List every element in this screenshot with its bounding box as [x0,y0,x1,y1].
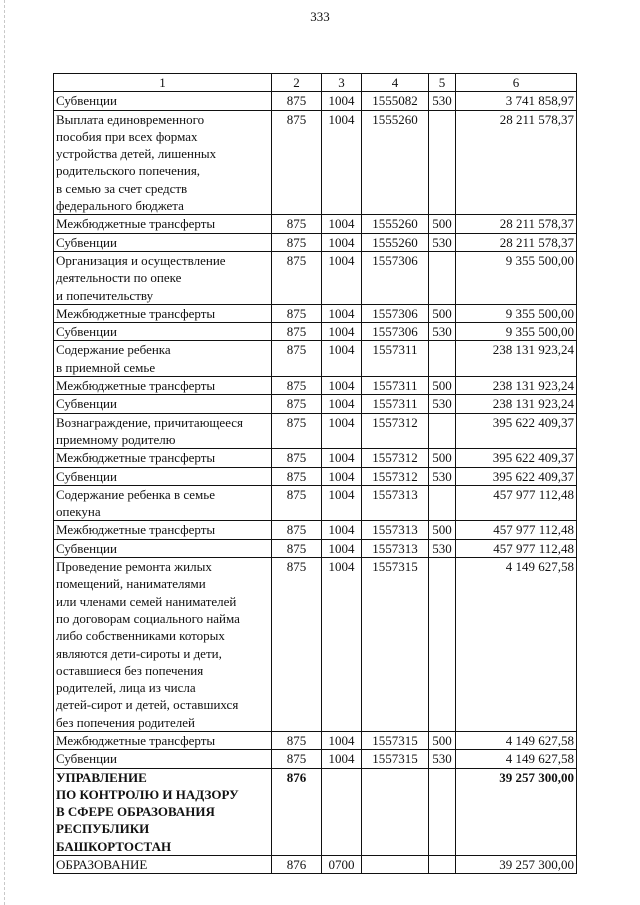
item-name-cell: Межбюджетные трансферты [54,449,272,467]
ministry-code-cell: 875 [272,110,322,215]
target-article-cell: 1557312 [362,449,429,467]
table-row [54,449,577,467]
item-name-cell: Субвенции [54,750,272,768]
expense-type-cell: 500 [429,521,456,539]
expense-type-cell: 500 [429,304,456,322]
section-code-cell: 1004 [322,558,362,732]
table-row [54,731,577,749]
ministry-code-cell: 875 [272,558,322,732]
expense-type-cell: 530 [429,233,456,251]
target-article-cell: 1557313 [362,485,429,521]
amount-cell: 457 977 112,48 [456,539,577,557]
table-row [54,92,577,110]
expense-type-cell [429,341,456,377]
expense-type-cell: 530 [429,467,456,485]
column-header: 5 [429,74,456,92]
target-article-cell: 1555260 [362,233,429,251]
ministry-code-cell: 875 [272,377,322,395]
column-header: 1 [54,74,272,92]
amount-cell: 3 741 858,97 [456,92,577,110]
item-name-cell: Межбюджетные трансферты [54,377,272,395]
target-article-cell [362,768,429,855]
amount-cell: 395 622 409,37 [456,449,577,467]
amount-cell: 457 977 112,48 [456,521,577,539]
item-name-cell: УПРАВЛЕНИЕ ПО КОНТРОЛЮ И НАДЗОРУ В СФЕРЕ ОБРАЗОВАНИЯ РЕСПУБЛИКИ БАШКОРТОСТАН [54,768,272,855]
column-header: 2 [272,74,322,92]
target-article-cell: 1557306 [362,323,429,341]
section-code-cell: 1004 [322,341,362,377]
item-name-cell: Субвенции [54,233,272,251]
target-article-cell: 1557311 [362,377,429,395]
ministry-code-cell: 875 [272,233,322,251]
section-code-cell [322,768,362,855]
table-row [54,521,577,539]
target-article-cell: 1555260 [362,110,429,215]
ministry-code-cell: 875 [272,521,322,539]
target-article-cell: 1557306 [362,251,429,304]
ministry-code-cell: 875 [272,323,322,341]
target-article-cell: 1557313 [362,521,429,539]
amount-cell: 4 149 627,58 [456,731,577,749]
section-code-cell: 1004 [322,110,362,215]
section-code-cell: 1004 [322,485,362,521]
table-row [54,467,577,485]
section-code-cell: 1004 [322,304,362,322]
page-number: 333 [310,9,330,24]
scan-edge [4,0,5,905]
ministry-code-cell: 875 [272,467,322,485]
target-article-cell: 1555082 [362,92,429,110]
ministry-code-cell: 875 [272,341,322,377]
column-header: 3 [322,74,362,92]
target-article-cell [362,856,429,874]
table-row [54,856,577,874]
table-row [54,395,577,413]
target-article-cell: 1557312 [362,467,429,485]
expense-type-cell: 500 [429,215,456,233]
section-code-cell: 1004 [322,467,362,485]
target-article-cell: 1557315 [362,731,429,749]
item-name-cell: ОБРАЗОВАНИЕ [54,856,272,874]
item-name-cell: Содержание ребенка в приемной семье [54,341,272,377]
section-code-cell: 1004 [322,323,362,341]
amount-cell: 9 355 500,00 [456,323,577,341]
expense-type-cell [429,413,456,449]
table-row [54,251,577,304]
expense-type-cell [429,251,456,304]
amount-cell: 238 131 923,24 [456,341,577,377]
table-row [54,215,577,233]
table-row [54,341,577,377]
item-name-cell: Вознаграждение, причитающееся приемному родителю [54,413,272,449]
section-code-cell: 1004 [322,413,362,449]
item-name-cell: Межбюджетные трансферты [54,521,272,539]
ministry-code-cell: 875 [272,395,322,413]
section-code-cell: 1004 [322,750,362,768]
table-header-row [54,74,577,92]
table-row [54,558,577,732]
target-article-cell: 1557311 [362,395,429,413]
table-row [54,413,577,449]
ministry-code-cell: 875 [272,215,322,233]
expense-type-cell: 500 [429,377,456,395]
amount-cell: 457 977 112,48 [456,485,577,521]
item-name-cell: Межбюджетные трансферты [54,731,272,749]
amount-cell: 28 211 578,37 [456,233,577,251]
amount-cell: 4 149 627,58 [456,750,577,768]
section-code-cell: 1004 [322,521,362,539]
expense-type-cell [429,768,456,855]
expense-type-cell: 530 [429,750,456,768]
amount-cell: 9 355 500,00 [456,304,577,322]
item-name-cell: Межбюджетные трансферты [54,215,272,233]
section-code-cell: 1004 [322,215,362,233]
table-row [54,110,577,215]
table-row [54,485,577,521]
ministry-code-cell: 875 [272,304,322,322]
table-row [54,750,577,768]
section-code-cell: 1004 [322,731,362,749]
amount-cell: 39 257 300,00 [456,768,577,855]
amount-cell: 395 622 409,37 [456,467,577,485]
section-code-cell: 1004 [322,395,362,413]
target-article-cell: 1557313 [362,539,429,557]
column-header: 4 [362,74,429,92]
item-name-cell: Проведение ремонта жилых помещений, нанимателями или членами семей нанимателей по договорам социального найма либо собственниками которых являются дети-сироты и дети, оставшиеся без попечения родителей, лица из числа детей-сирот и детей, оставшихся без попечения родителей [54,558,272,732]
target-article-cell: 1557311 [362,341,429,377]
amount-cell: 28 211 578,37 [456,215,577,233]
expense-type-cell: 530 [429,323,456,341]
expense-type-cell: 530 [429,539,456,557]
amount-cell: 238 131 923,24 [456,377,577,395]
expense-type-cell: 530 [429,92,456,110]
section-code-cell: 1004 [322,251,362,304]
item-name-cell: Субвенции [54,395,272,413]
target-article-cell: 1557312 [362,413,429,449]
budget-table [53,73,577,874]
table-row [54,323,577,341]
expense-type-cell [429,110,456,215]
ministry-code-cell: 875 [272,485,322,521]
amount-cell: 238 131 923,24 [456,395,577,413]
ministry-code-cell: 875 [272,92,322,110]
target-article-cell: 1557306 [362,304,429,322]
amount-cell: 4 149 627,58 [456,558,577,732]
target-article-cell: 1555260 [362,215,429,233]
target-article-cell: 1557315 [362,750,429,768]
table-body [54,92,577,874]
ministry-code-cell: 876 [272,768,322,855]
ministry-code-cell: 875 [272,731,322,749]
expense-type-cell [429,856,456,874]
column-header: 6 [456,74,577,92]
amount-cell: 395 622 409,37 [456,413,577,449]
item-name-cell: Организация и осуществление деятельности по опеке и попечительству [54,251,272,304]
item-name-cell: Выплата единовременного пособия при всех формах устройства детей, лишенных родительского попечения, в семью за счет средств федерального бюджета [54,110,272,215]
expense-type-cell: 500 [429,449,456,467]
section-code-cell: 0700 [322,856,362,874]
ministry-code-cell: 875 [272,539,322,557]
table-row [54,539,577,557]
amount-cell: 28 211 578,37 [456,110,577,215]
expense-type-cell: 500 [429,731,456,749]
table-row [54,768,577,855]
ministry-code-cell: 876 [272,856,322,874]
ministry-code-cell: 875 [272,449,322,467]
section-code-cell: 1004 [322,377,362,395]
amount-cell: 39 257 300,00 [456,856,577,874]
item-name-cell: Субвенции [54,539,272,557]
table-row [54,304,577,322]
section-code-cell: 1004 [322,92,362,110]
item-name-cell: Субвенции [54,92,272,110]
item-name-cell: Содержание ребенка в семье опекуна [54,485,272,521]
ministry-code-cell: 875 [272,413,322,449]
section-code-cell: 1004 [322,449,362,467]
amount-cell: 9 355 500,00 [456,251,577,304]
expense-type-cell [429,485,456,521]
section-code-cell: 1004 [322,233,362,251]
table-row [54,377,577,395]
item-name-cell: Субвенции [54,323,272,341]
item-name-cell: Субвенции [54,467,272,485]
ministry-code-cell: 875 [272,251,322,304]
ministry-code-cell: 875 [272,750,322,768]
target-article-cell: 1557315 [362,558,429,732]
item-name-cell: Межбюджетные трансферты [54,304,272,322]
expense-type-cell: 530 [429,395,456,413]
section-code-cell: 1004 [322,539,362,557]
table-row [54,233,577,251]
expense-type-cell [429,558,456,732]
